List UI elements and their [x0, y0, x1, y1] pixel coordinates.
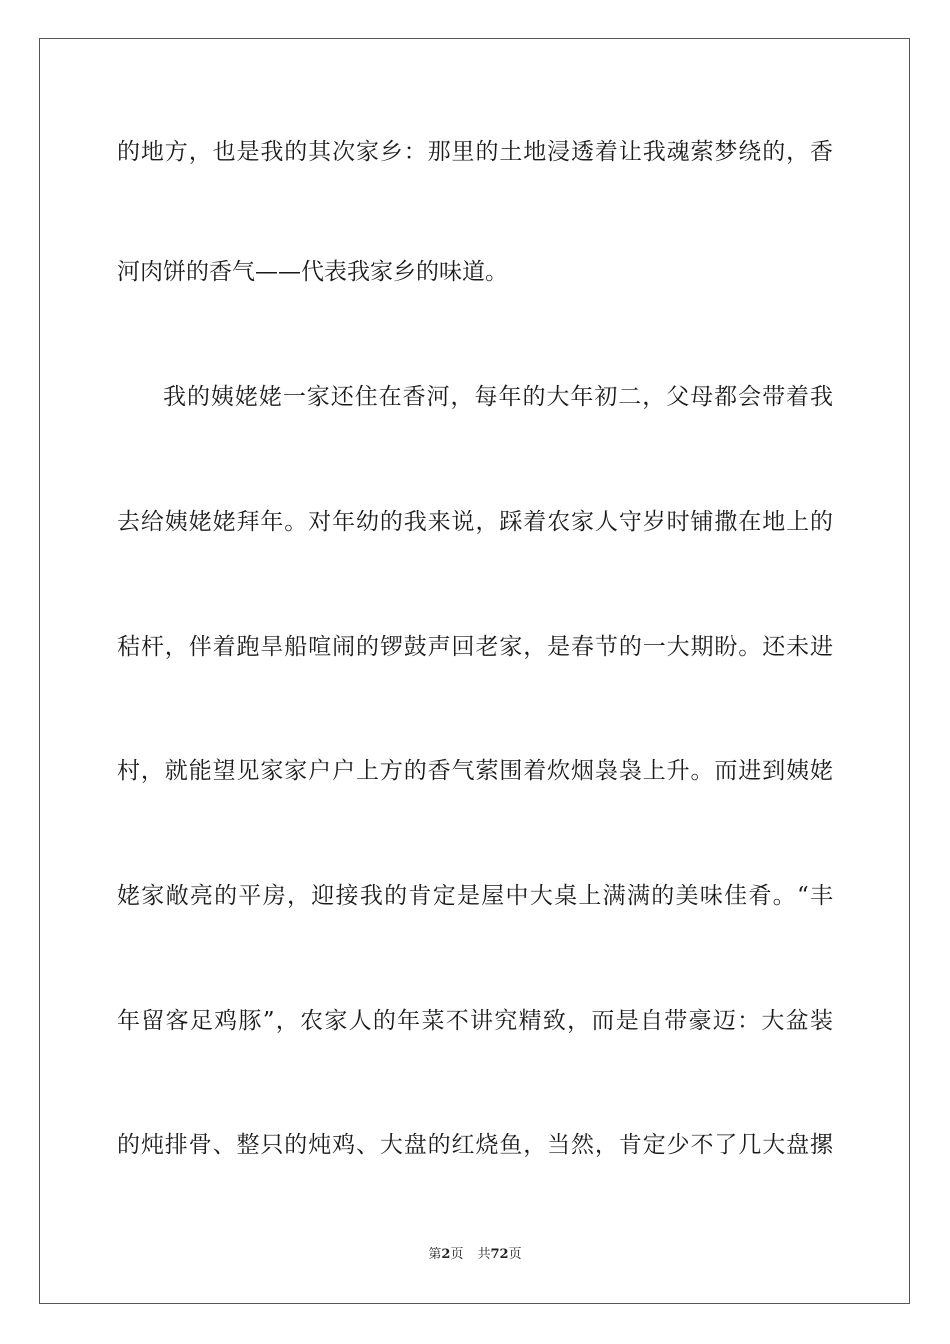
- text-line-3: 我的姨姥姥一家还住在香河，每年的大年初二，父母都会带着我: [163, 384, 833, 410]
- total-prefix: 共: [477, 1247, 491, 1262]
- text-line-7: 姥家敞亮的平房，迎接我的肯定是屋中大桌上满满的美味佳肴。“丰: [117, 883, 833, 909]
- total-pages: 72: [490, 1247, 509, 1262]
- text-line-2: 河肉饼的香气——代表我家乡的味道。: [117, 259, 508, 285]
- text-line-9: 的炖排骨、整只的炖鸡、大盘的红烧鱼，当然，肯定少不了几大盘摞: [117, 1132, 833, 1158]
- page-suffix: 页: [450, 1247, 464, 1262]
- text-line-6: 村，就能望见家家户户上方的香气萦围着炊烟袅袅上升。而进到姨姥: [117, 758, 833, 784]
- page-footer: [0, 1247, 950, 1263]
- total-suffix: 页: [508, 1247, 522, 1262]
- page-prefix: 第: [428, 1247, 442, 1262]
- text-line-1: 的地方，也是我的其次家乡：那里的土地浸透着让我魂萦梦绕的，香: [117, 139, 833, 165]
- page-number: 2: [441, 1247, 451, 1262]
- text-line-8: 年留客足鸡豚”，农家人的年菜不讲究精致，而是自带豪迈：大盆装: [117, 1008, 833, 1034]
- page-border: [39, 38, 910, 1304]
- text-line-4: 去给姨姥姥拜年。对年幼的我来说，踩着农家人守岁时铺撒在地上的: [117, 509, 833, 535]
- text-line-5: 秸杆，伴着跑旱船喧闹的锣鼓声回老家，是春节的一大期盼。还未进: [117, 634, 833, 660]
